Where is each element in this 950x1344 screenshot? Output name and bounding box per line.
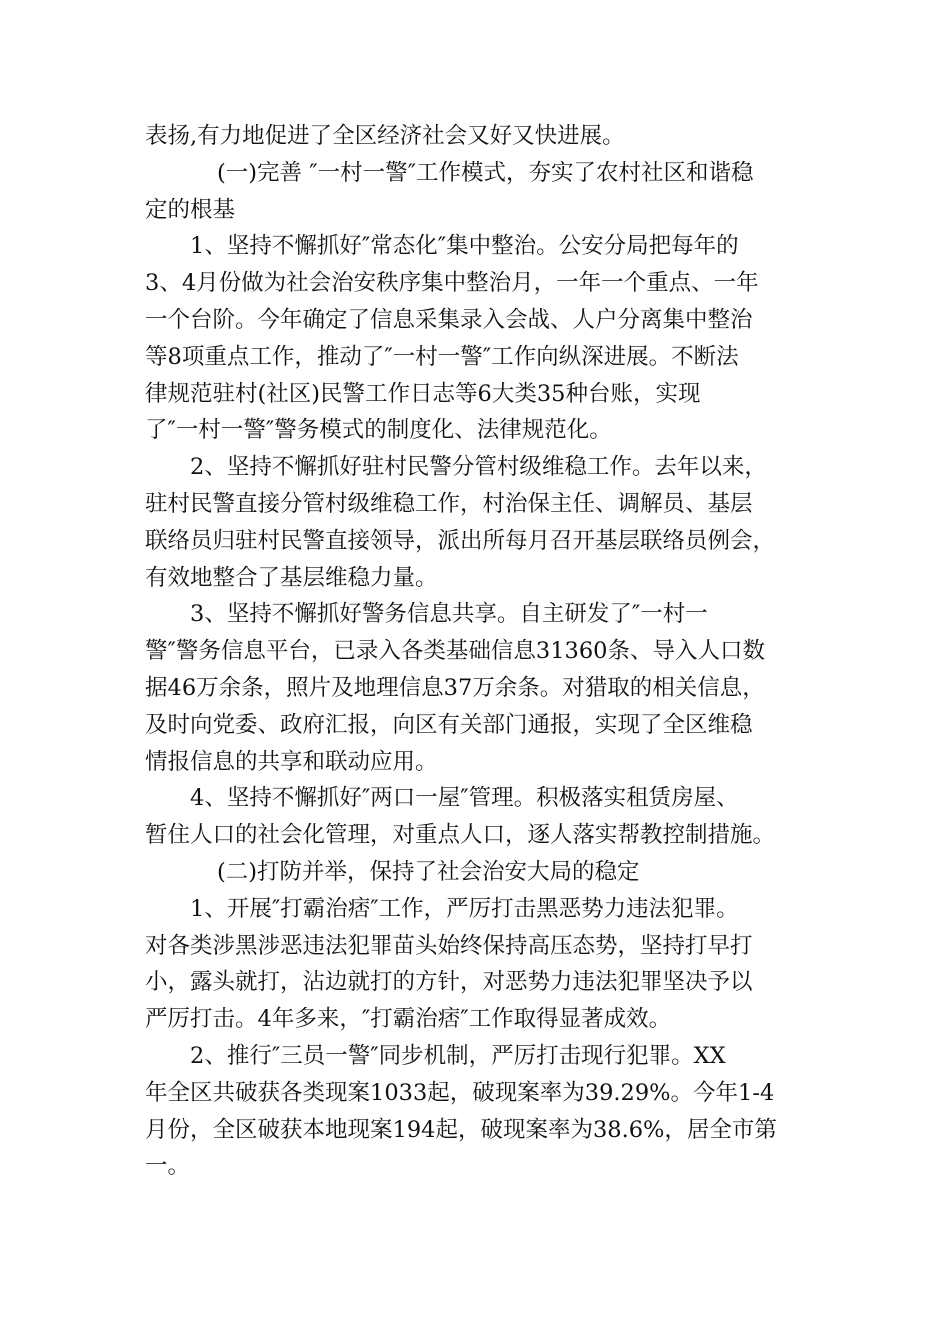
- text-line: 一。: [145, 1153, 191, 1180]
- paragraph-start: 1、开展″打霸治痞″工作，严厉打击黑恶势力违法犯罪。: [190, 895, 739, 922]
- paragraph-start: 1、坚持不懈抓好″常态化″集中整治。公安分局把每年的: [190, 233, 739, 260]
- text-line: 警″警务信息平台，已录入各类基础信息31360条、导入人口数: [145, 638, 765, 665]
- text-line: 对各类涉黑涉恶违法犯罪苗头始终保持高压态势，坚持打早打: [145, 932, 753, 959]
- paragraph-start: 4、坚持不懈抓好″两口一屋″管理。积极落实租赁房屋、: [190, 785, 739, 812]
- text-line: 驻村民警直接分管村级维稳工作，村治保主任、调解员、基层: [145, 490, 753, 517]
- text-line: 定的根基: [145, 196, 236, 223]
- text-line: 有效地整合了基层维稳力量。: [145, 564, 438, 591]
- text-line: 3、4月份做为社会治安秩序集中整治月，一年一个重点、一年: [145, 270, 759, 297]
- text-line: 情报信息的共享和联动应用。: [145, 748, 438, 775]
- text-line: 月份，全区破获本地现案194起，破现案率为38.6%，居全市第: [145, 1116, 777, 1143]
- text-line: 小，露头就打，沾边就打的方针，对恶势力违法犯罪坚决予以: [145, 969, 753, 996]
- document-body: [145, 118, 815, 1185]
- section-heading: (一)完善 ″一村一警″工作模式，夯实了农村社区和谐稳: [217, 159, 754, 186]
- text-line: 了″一村一警″警务模式的制度化、法律规范化。: [145, 417, 612, 444]
- text-line: 严厉打击。4年多来，″打霸治痞″工作取得显著成效。: [145, 1006, 672, 1033]
- text-line: 一个台阶。今年确定了信息采集录入会战、人户分离集中整治: [145, 306, 753, 333]
- text-line: 及时向党委、政府汇报，向区有关部门通报，实现了全区维稳: [145, 711, 753, 738]
- paragraph-start: 2、坚持不懈抓好驻村民警分管村级维稳工作。去年以来，: [190, 454, 767, 481]
- text-line: 联络员归驻村民警直接领导，派出所每月召开基层联络员例会，: [145, 527, 776, 554]
- text-line: 律规范驻村(社区)民警工作日志等6大类35种台账，实现: [145, 380, 701, 407]
- text-line: 等8项重点工作，推动了″一村一警″工作向纵深进展。不断法: [145, 343, 739, 370]
- text-line: 表扬,有力地促进了全区经济社会又好又快进展。: [145, 123, 625, 149]
- text-line: 年全区共破获各类现案1033起，破现案率为39.29%。今年1-4: [145, 1079, 775, 1106]
- section-heading: (二)打防并举，保持了社会治安大局的稳定: [217, 858, 640, 885]
- paragraph-start: 3、坚持不懈抓好警务信息共享。自主研发了″一村一: [190, 601, 708, 628]
- paragraph-start: 2、推行″三员一警″同步机制，严厉打击现行犯罪。XX: [190, 1042, 726, 1069]
- text-line: 暂住人口的社会化管理，对重点人口，逐人落实帮教控制措施。: [145, 822, 776, 849]
- text-line: 据46万余条，照片及地理信息37万余条。对猎取的相关信息，: [145, 674, 765, 701]
